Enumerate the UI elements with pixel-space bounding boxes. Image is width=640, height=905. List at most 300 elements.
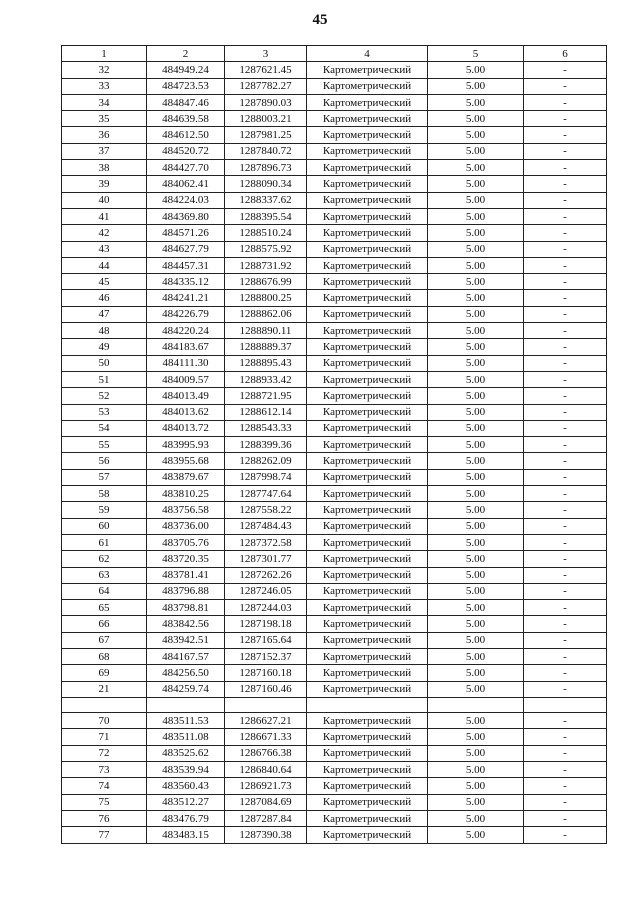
table-cell: - xyxy=(524,616,607,632)
table-cell: Картометрический xyxy=(307,713,428,729)
table-cell: - xyxy=(524,160,607,176)
table-row xyxy=(62,225,607,241)
table-cell: Картометрический xyxy=(307,339,428,355)
table-row xyxy=(62,257,607,273)
table-cell: 1287301.77 xyxy=(225,551,307,567)
table-cell: 1288731.92 xyxy=(225,257,307,273)
table-cell: 484013.72 xyxy=(147,420,225,436)
table-cell: 5.00 xyxy=(428,437,524,453)
table-cell: 483942.51 xyxy=(147,632,225,648)
table-cell: Картометрический xyxy=(307,648,428,664)
table-cell: Картометрический xyxy=(307,681,428,697)
table-cell: 1288890.11 xyxy=(225,323,307,339)
table-cell: - xyxy=(524,111,607,127)
table-cell: 67 xyxy=(62,632,147,648)
table-cell: - xyxy=(524,420,607,436)
table-cell: 484427.70 xyxy=(147,160,225,176)
table-cell: 72 xyxy=(62,745,147,761)
table-cell: 483756.58 xyxy=(147,502,225,518)
table-cell: 484062.41 xyxy=(147,176,225,192)
table-row xyxy=(62,192,607,208)
column-header: 5 xyxy=(428,46,524,62)
table-cell: - xyxy=(524,143,607,159)
table-cell: 44 xyxy=(62,257,147,273)
table-cell: - xyxy=(524,323,607,339)
table-cell: - xyxy=(524,290,607,306)
table-cell: - xyxy=(524,600,607,616)
table-cell: Картометрический xyxy=(307,583,428,599)
table-cell: 1288090.34 xyxy=(225,176,307,192)
table-cell: 1288003.21 xyxy=(225,111,307,127)
table-row xyxy=(62,371,607,387)
table-cell: - xyxy=(524,745,607,761)
table-row xyxy=(62,648,607,664)
table-row xyxy=(62,127,607,143)
table-cell: - xyxy=(524,62,607,78)
table-cell: 483796.88 xyxy=(147,583,225,599)
table-cell: Картометрический xyxy=(307,94,428,110)
coordinates-table xyxy=(61,45,607,844)
table-row xyxy=(62,713,607,729)
table-cell: 483736.00 xyxy=(147,518,225,534)
table-cell: 47 xyxy=(62,306,147,322)
table-cell: - xyxy=(524,551,607,567)
table-cell: - xyxy=(524,665,607,681)
table-row xyxy=(62,404,607,420)
table-cell: - xyxy=(524,176,607,192)
table-cell: 66 xyxy=(62,616,147,632)
table-cell: Картометрический xyxy=(307,192,428,208)
table-cell: 5.00 xyxy=(428,551,524,567)
table-cell: - xyxy=(524,371,607,387)
table-cell: 1286840.64 xyxy=(225,762,307,778)
table-cell: - xyxy=(524,762,607,778)
table-cell: 484167.57 xyxy=(147,648,225,664)
table-cell: 1287244.03 xyxy=(225,600,307,616)
table-row xyxy=(62,143,607,159)
table-cell: 1287084.69 xyxy=(225,794,307,810)
table-cell: 484259.74 xyxy=(147,681,225,697)
table-cell: 5.00 xyxy=(428,745,524,761)
table-cell: Картометрический xyxy=(307,453,428,469)
table-cell: 483483.15 xyxy=(147,827,225,843)
table-cell: 483879.67 xyxy=(147,469,225,485)
table-cell: 1286627.21 xyxy=(225,713,307,729)
table-cell: 65 xyxy=(62,600,147,616)
table-cell: 58 xyxy=(62,486,147,502)
table-row xyxy=(62,241,607,257)
table-cell: 61 xyxy=(62,534,147,550)
table-cell: 1287160.46 xyxy=(225,681,307,697)
table-cell: 35 xyxy=(62,111,147,127)
table-cell: Картометрический xyxy=(307,469,428,485)
table-cell: Картометрический xyxy=(307,778,428,794)
table-cell: 1286671.33 xyxy=(225,729,307,745)
table-cell: 74 xyxy=(62,778,147,794)
table-cell: 46 xyxy=(62,290,147,306)
table-row xyxy=(62,306,607,322)
table-row xyxy=(62,616,607,632)
table-row xyxy=(62,778,607,794)
table-cell: 484612.50 xyxy=(147,127,225,143)
table-cell: - xyxy=(524,713,607,729)
table-cell: 484639.58 xyxy=(147,111,225,127)
table-row xyxy=(62,290,607,306)
table-cell: Картометрический xyxy=(307,225,428,241)
table-cell: - xyxy=(524,794,607,810)
table-cell: 483539.94 xyxy=(147,762,225,778)
table-cell: 483720.35 xyxy=(147,551,225,567)
table-cell: - xyxy=(524,388,607,404)
table-cell: 5.00 xyxy=(428,502,524,518)
table-cell: - xyxy=(524,339,607,355)
table-row xyxy=(62,681,607,697)
table-cell: 5.00 xyxy=(428,762,524,778)
table-cell: 5.00 xyxy=(428,143,524,159)
table-cell xyxy=(147,697,225,712)
table-cell: 5.00 xyxy=(428,176,524,192)
table-cell: Картометрический xyxy=(307,794,428,810)
table-cell: 484369.80 xyxy=(147,208,225,224)
table-cell: 5.00 xyxy=(428,567,524,583)
table-cell: 5.00 xyxy=(428,225,524,241)
table-cell: 39 xyxy=(62,176,147,192)
table-row xyxy=(62,437,607,453)
table-cell: 483511.08 xyxy=(147,729,225,745)
table-row xyxy=(62,160,607,176)
table-cell: Картометрический xyxy=(307,600,428,616)
table-row xyxy=(62,339,607,355)
table-cell: 483525.62 xyxy=(147,745,225,761)
table-cell: - xyxy=(524,486,607,502)
table-cell: 1287998.74 xyxy=(225,469,307,485)
table-row xyxy=(62,567,607,583)
table-cell xyxy=(62,697,147,712)
table-cell: - xyxy=(524,648,607,664)
table-cell: 69 xyxy=(62,665,147,681)
table-cell: 1287246.05 xyxy=(225,583,307,599)
table-row xyxy=(62,827,607,843)
table-cell: 42 xyxy=(62,225,147,241)
table-cell: - xyxy=(524,469,607,485)
table-cell: Картометрический xyxy=(307,208,428,224)
table-cell: 1288889.37 xyxy=(225,339,307,355)
table-cell: 484183.67 xyxy=(147,339,225,355)
table-header-row xyxy=(62,46,607,62)
table-cell: Картометрический xyxy=(307,827,428,843)
table-cell: Картометрический xyxy=(307,810,428,826)
table-cell: 34 xyxy=(62,94,147,110)
table-cell: 5.00 xyxy=(428,274,524,290)
table-cell: 5.00 xyxy=(428,192,524,208)
table-cell: Картометрический xyxy=(307,355,428,371)
table-cell: 1288612.14 xyxy=(225,404,307,420)
table-cell: 1287896.73 xyxy=(225,160,307,176)
table-cell: 76 xyxy=(62,810,147,826)
table-cell: - xyxy=(524,583,607,599)
table-cell: 60 xyxy=(62,518,147,534)
table-cell: - xyxy=(524,208,607,224)
table-row xyxy=(62,665,607,681)
table-cell: 41 xyxy=(62,208,147,224)
table-row xyxy=(62,78,607,94)
table-cell: - xyxy=(524,827,607,843)
table-cell: 5.00 xyxy=(428,794,524,810)
table-row xyxy=(62,534,607,550)
table-cell: 484335.12 xyxy=(147,274,225,290)
table-cell: - xyxy=(524,778,607,794)
table-cell: Картометрический xyxy=(307,404,428,420)
table-cell: - xyxy=(524,225,607,241)
page-number: 45 xyxy=(312,12,328,28)
table-cell: 1287782.27 xyxy=(225,78,307,94)
table-cell: Картометрический xyxy=(307,257,428,273)
table-cell: 1287558.22 xyxy=(225,502,307,518)
table-cell: 483842.56 xyxy=(147,616,225,632)
table-row xyxy=(62,94,607,110)
table-cell: Картометрический xyxy=(307,388,428,404)
table-cell: 484220.24 xyxy=(147,323,225,339)
table-cell: 484009.57 xyxy=(147,371,225,387)
table-cell: - xyxy=(524,567,607,583)
table-cell: 5.00 xyxy=(428,388,524,404)
table-cell: 483955.68 xyxy=(147,453,225,469)
table-cell: 55 xyxy=(62,437,147,453)
table-cell: - xyxy=(524,518,607,534)
table-cell: 484256.50 xyxy=(147,665,225,681)
table-cell: 50 xyxy=(62,355,147,371)
table-cell: 5.00 xyxy=(428,62,524,78)
table-row xyxy=(62,469,607,485)
table-row xyxy=(62,208,607,224)
table-cell: 5.00 xyxy=(428,404,524,420)
table-cell: 32 xyxy=(62,62,147,78)
table-cell: 484627.79 xyxy=(147,241,225,257)
table-cell: 1287621.45 xyxy=(225,62,307,78)
column-header: 2 xyxy=(147,46,225,62)
table-row xyxy=(62,600,607,616)
table-cell: Картометрический xyxy=(307,62,428,78)
table-cell: 5.00 xyxy=(428,518,524,534)
table-cell: - xyxy=(524,257,607,273)
table-cell: - xyxy=(524,241,607,257)
table-body xyxy=(62,62,607,843)
table-cell: 45 xyxy=(62,274,147,290)
table-row xyxy=(62,729,607,745)
table-cell: 5.00 xyxy=(428,306,524,322)
table-cell: 5.00 xyxy=(428,713,524,729)
table-cell: 37 xyxy=(62,143,147,159)
table-cell: 5.00 xyxy=(428,78,524,94)
table-cell: 1287198.18 xyxy=(225,616,307,632)
table-cell: 483995.93 xyxy=(147,437,225,453)
table-cell: Картометрический xyxy=(307,665,428,681)
table-cell: 5.00 xyxy=(428,810,524,826)
table-cell: 484226.79 xyxy=(147,306,225,322)
table-cell: 5.00 xyxy=(428,94,524,110)
table-cell xyxy=(307,697,428,712)
table-cell: - xyxy=(524,94,607,110)
table-cell: Картометрический xyxy=(307,616,428,632)
table-cell: 73 xyxy=(62,762,147,778)
table-cell: - xyxy=(524,404,607,420)
table-cell: 5.00 xyxy=(428,778,524,794)
table-cell: Картометрический xyxy=(307,551,428,567)
table-cell: - xyxy=(524,437,607,453)
table-cell: Картометрический xyxy=(307,632,428,648)
table-cell: - xyxy=(524,355,607,371)
table-cell: 5.00 xyxy=(428,453,524,469)
table-cell: 1286766.38 xyxy=(225,745,307,761)
table-cell: 64 xyxy=(62,583,147,599)
table-cell: - xyxy=(524,632,607,648)
table-cell: 5.00 xyxy=(428,355,524,371)
table-cell: 54 xyxy=(62,420,147,436)
table-cell: 5.00 xyxy=(428,339,524,355)
table-cell: 5.00 xyxy=(428,583,524,599)
column-header: 1 xyxy=(62,46,147,62)
table-cell: 52 xyxy=(62,388,147,404)
table-cell: Картометрический xyxy=(307,534,428,550)
table-cell: 1288262.09 xyxy=(225,453,307,469)
table-cell: - xyxy=(524,681,607,697)
table-cell: - xyxy=(524,729,607,745)
table-cell: 1287390.38 xyxy=(225,827,307,843)
table-cell: 5.00 xyxy=(428,241,524,257)
table-row xyxy=(62,388,607,404)
table-cell: 483511.53 xyxy=(147,713,225,729)
table-cell: 5.00 xyxy=(428,469,524,485)
table-cell: 70 xyxy=(62,713,147,729)
table-row xyxy=(62,551,607,567)
table-cell: 5.00 xyxy=(428,160,524,176)
table-cell: 1287981.25 xyxy=(225,127,307,143)
table-cell: Картометрический xyxy=(307,306,428,322)
table-cell: - xyxy=(524,453,607,469)
table-cell: 1288395.54 xyxy=(225,208,307,224)
table-cell: 57 xyxy=(62,469,147,485)
table-cell xyxy=(524,697,607,712)
table-row xyxy=(62,762,607,778)
table-cell: 71 xyxy=(62,729,147,745)
table-cell: 63 xyxy=(62,567,147,583)
table-cell: Картометрический xyxy=(307,143,428,159)
table-cell: 5.00 xyxy=(428,127,524,143)
table-row xyxy=(62,355,607,371)
table-cell: 48 xyxy=(62,323,147,339)
table-cell: 5.00 xyxy=(428,665,524,681)
table-cell: 1287747.64 xyxy=(225,486,307,502)
table-cell: Картометрический xyxy=(307,745,428,761)
table-cell: 21 xyxy=(62,681,147,697)
table-cell: 1287262.26 xyxy=(225,567,307,583)
table-row xyxy=(62,518,607,534)
table-cell: 68 xyxy=(62,648,147,664)
table-cell: Картометрический xyxy=(307,127,428,143)
table-cell: 49 xyxy=(62,339,147,355)
table-cell: 484241.21 xyxy=(147,290,225,306)
table-cell: 1288862.06 xyxy=(225,306,307,322)
table-cell: 1288800.25 xyxy=(225,290,307,306)
table-cell: 1287152.37 xyxy=(225,648,307,664)
table-cell: 5.00 xyxy=(428,111,524,127)
table-cell: Картометрический xyxy=(307,420,428,436)
table-cell: 40 xyxy=(62,192,147,208)
table-spacer-row xyxy=(62,697,607,712)
column-header: 4 xyxy=(307,46,428,62)
table-cell: Картометрический xyxy=(307,729,428,745)
table-cell: Картометрический xyxy=(307,78,428,94)
table-cell: 483512.27 xyxy=(147,794,225,810)
table-cell: Картометрический xyxy=(307,241,428,257)
table-cell: 484520.72 xyxy=(147,143,225,159)
table-cell: 53 xyxy=(62,404,147,420)
table-cell: 484457.31 xyxy=(147,257,225,273)
table-cell: 5.00 xyxy=(428,371,524,387)
table-cell: 483810.25 xyxy=(147,486,225,502)
table-cell: Картометрический xyxy=(307,176,428,192)
table-cell: 5.00 xyxy=(428,616,524,632)
table-cell: 484571.26 xyxy=(147,225,225,241)
table-cell: 1288543.33 xyxy=(225,420,307,436)
table-cell: Картометрический xyxy=(307,160,428,176)
table-cell: 1288676.99 xyxy=(225,274,307,290)
table-cell: 484111.30 xyxy=(147,355,225,371)
table-cell: 38 xyxy=(62,160,147,176)
table-cell: 59 xyxy=(62,502,147,518)
table-cell: 1287840.72 xyxy=(225,143,307,159)
table-cell: 1287160.18 xyxy=(225,665,307,681)
table-row xyxy=(62,420,607,436)
table-cell: 484013.62 xyxy=(147,404,225,420)
table-cell: 483560.43 xyxy=(147,778,225,794)
table-cell: 5.00 xyxy=(428,290,524,306)
table-cell: 5.00 xyxy=(428,208,524,224)
table-cell: Картометрический xyxy=(307,437,428,453)
table-cell: 484723.53 xyxy=(147,78,225,94)
table-cell: Картометрический xyxy=(307,290,428,306)
table-row xyxy=(62,62,607,78)
table-cell: Картометрический xyxy=(307,502,428,518)
table-row xyxy=(62,453,607,469)
table-cell: 1287484.43 xyxy=(225,518,307,534)
table-cell: 36 xyxy=(62,127,147,143)
table-cell: 1288399.36 xyxy=(225,437,307,453)
table-cell: 1288895.43 xyxy=(225,355,307,371)
table-cell: - xyxy=(524,502,607,518)
table-cell: Картометрический xyxy=(307,518,428,534)
table-cell: 1288510.24 xyxy=(225,225,307,241)
table-cell: Картометрический xyxy=(307,371,428,387)
table-row xyxy=(62,632,607,648)
table-row xyxy=(62,502,607,518)
table-cell: 1286921.73 xyxy=(225,778,307,794)
table-cell: 77 xyxy=(62,827,147,843)
table-row xyxy=(62,274,607,290)
table-cell: - xyxy=(524,78,607,94)
table-cell: 484847.46 xyxy=(147,94,225,110)
table-cell: 1288721.95 xyxy=(225,388,307,404)
table-cell: 1288575.92 xyxy=(225,241,307,257)
table-cell: 1287372.58 xyxy=(225,534,307,550)
table-cell: 56 xyxy=(62,453,147,469)
table-cell: 5.00 xyxy=(428,323,524,339)
table-cell: 5.00 xyxy=(428,486,524,502)
table-cell: - xyxy=(524,810,607,826)
table-row xyxy=(62,745,607,761)
table-cell: - xyxy=(524,127,607,143)
column-header: 6 xyxy=(524,46,607,62)
